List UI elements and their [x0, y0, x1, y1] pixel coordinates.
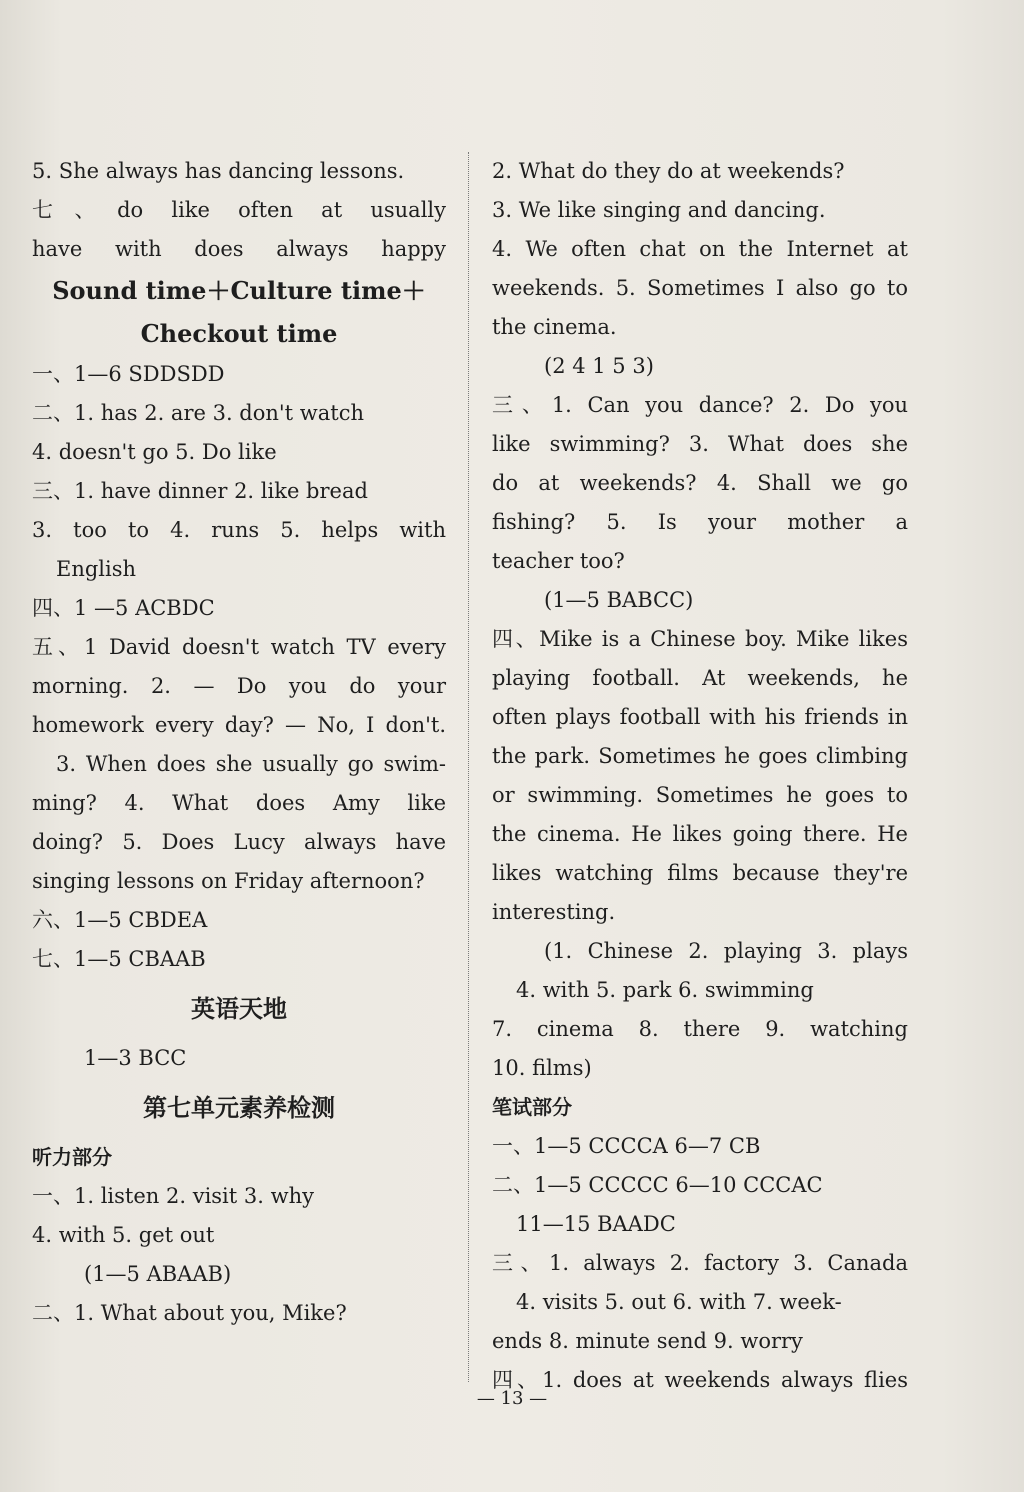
answer-line: (1. Chinese 2. playing 3. plays: [544, 939, 908, 963]
answer-line: 五、1 David doesn't watch TV every: [32, 635, 446, 659]
answer-line: 3. too to 4. runs 5. helps with: [32, 518, 446, 542]
answer-line: 一、1. listen 2. visit 3. why: [32, 1184, 314, 1208]
answer-line: 七、do like often at usually: [32, 198, 446, 222]
section-heading: 英语天地: [191, 995, 287, 1023]
answer-line: 2. What do they do at weekends?: [492, 159, 845, 183]
answer-line: morning. 2. — Do you do your: [32, 674, 446, 698]
answer-line: 7. cinema 8. there 9. watching: [492, 1017, 908, 1041]
answer-line: 六、1—5 CBDEA: [32, 908, 208, 932]
answer-line: 4. doesn't go 5. Do like: [32, 440, 277, 464]
answer-line: 10. films): [492, 1056, 592, 1080]
answer-line: 1—3 BCC: [84, 1046, 187, 1070]
answer-line: (2 4 1 5 3): [544, 354, 654, 378]
answer-line: 二、1. has 2. are 3. don't watch: [32, 401, 365, 425]
answer-line: (1—5 ABAAB): [84, 1262, 232, 1286]
answer-line: 二、1. What about you, Mike?: [32, 1301, 347, 1325]
answer-line: 三、1. Can you dance? 2. Do you: [492, 393, 908, 417]
page-number: — 13 —: [476, 1388, 548, 1409]
answer-line: 四、1 —5 ACBDC: [32, 596, 215, 620]
answer-line: 5. She always has dancing lessons.: [32, 159, 405, 183]
section-heading: 第七单元素养检测: [143, 1094, 335, 1122]
answer-line: 3. We like singing and dancing.: [492, 198, 826, 222]
section-heading: Checkout time: [140, 319, 338, 348]
answer-line: like swimming? 3. What does she: [492, 432, 908, 456]
part-subheading: 笔试部分: [492, 1095, 572, 1119]
answer-line: teacher too?: [492, 549, 625, 573]
answer-line: 4. with 5. park 6. swimming: [516, 978, 814, 1002]
answer-line: interesting.: [492, 900, 616, 924]
answer-line: 四、Mike is a Chinese boy. Mike likes: [492, 627, 908, 651]
answer-line: likes watching films because they're: [492, 861, 908, 885]
answer-line: the park. Sometimes he goes climbing: [492, 744, 908, 768]
answer-line: 4. We often chat on the Internet at: [492, 237, 908, 261]
answer-line: 11—15 BAADC: [516, 1212, 676, 1236]
part-subheading: 听力部分: [32, 1145, 112, 1169]
answer-line: or swimming. Sometimes he goes to: [492, 783, 908, 807]
answer-line: 一、1—6 SDDSDD: [32, 362, 225, 386]
column-divider: [468, 152, 469, 1382]
answer-line: 3. When does she usually go swim-: [56, 752, 446, 776]
answer-line: 4. with 5. get out: [32, 1223, 215, 1247]
answer-line: weekends. 5. Sometimes I also go to: [492, 276, 908, 300]
answer-line: 二、1—5 CCCCC 6—10 CCCAC: [492, 1173, 823, 1197]
answer-line: 一、1—5 CCCCA 6—7 CB: [492, 1134, 761, 1158]
answer-line: the cinema.: [492, 315, 617, 339]
answer-line: singing lessons on Friday afternoon?: [32, 869, 425, 893]
answer-line: 4. visits 5. out 6. with 7. week-: [516, 1290, 842, 1314]
answer-line: homework every day? — No, I don't.: [32, 713, 446, 737]
answer-line: often plays football with his friends in: [492, 705, 908, 729]
answer-line: doing? 5. Does Lucy always have: [32, 830, 446, 854]
answer-line: ming? 4. What does Amy like: [32, 791, 446, 815]
answer-line: ends 8. minute send 9. worry: [492, 1329, 803, 1353]
right-column: [492, 152, 908, 1400]
left-column: [32, 152, 446, 1333]
answer-line: do at weekends? 4. Shall we go: [492, 471, 908, 495]
answer-line: the cinema. He likes going there. He: [492, 822, 908, 846]
answer-line: 三、1. always 2. factory 3. Canada: [492, 1251, 908, 1275]
answer-line: 三、1. have dinner 2. like bread: [32, 479, 368, 503]
answer-line: English: [56, 557, 137, 581]
answer-line: have with does always happy: [32, 237, 446, 261]
section-heading: Sound time＋Culture time＋: [52, 276, 426, 305]
answer-line: 七、1—5 CBAAB: [32, 947, 206, 971]
answer-line: 四、1. does at weekends always flies: [492, 1368, 908, 1392]
answer-line: (1—5 BABCC): [544, 588, 694, 612]
answer-line: playing football. At weekends, he: [492, 666, 908, 690]
answer-line: fishing? 5. Is your mother a: [492, 510, 908, 534]
